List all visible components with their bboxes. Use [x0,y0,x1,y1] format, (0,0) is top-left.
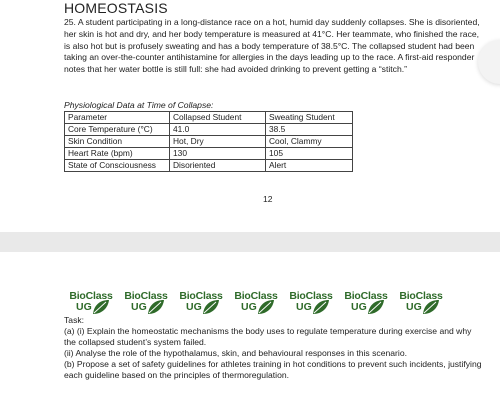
logo-text: UG [131,301,147,313]
table-row [65,160,353,172]
leaf-icon [367,299,385,315]
question-text: 25. A student participating in a long-distance race on a hot, humid day suddenly collapses. She is disoriented, her skin is hot and dry, and her body temperature is measured at 41°C. Her teammate, who finished the race, is also hot but is profusely sweating and has a body temperature of 38.5°C. The collapsed student had been taking an over-the-counter antihistamine for allergies in the days leading up to the race. A first-aid responder notes that her water bottle is still full: she had avoided drinking to prevent getting a “stitch.” [64,17,480,75]
table-caption: Physiological Data at Time of Collapse: [64,100,214,110]
logo-text: BioClass [289,290,333,302]
table-cell: Heart Rate (bpm) [65,148,170,160]
logo-row [64,290,449,318]
table-cell: 38.5 [266,124,353,136]
table-row [65,124,353,136]
table-header-cell: Sweating Student [266,112,353,124]
table-header-row [65,112,353,124]
logo-text: BioClass [344,290,388,302]
page-number: 12 [263,194,273,204]
table-cell: Alert [266,160,353,172]
bioclass-logo [229,290,283,318]
task-heading: Task: [64,315,85,325]
logo-text: BioClass [234,290,278,302]
logo-text: BioClass [179,290,223,302]
table-cell: 105 [266,148,353,160]
logo-text: UG [296,301,312,313]
bioclass-logo [174,290,228,318]
task-section [64,315,484,382]
logo-text: BioClass [399,290,443,302]
leaf-icon [92,299,110,315]
page-title: HOMEOSTASIS [64,0,168,16]
bioclass-logo [394,290,448,318]
bioclass-logo [119,290,173,318]
logo-text: UG [351,301,367,313]
bioclass-logo [284,290,338,318]
table-cell: Skin Condition [65,136,170,148]
table-cell: 130 [170,148,266,160]
task-item: (ii) Analyse the role of the hypothalamus, skin, and behavioural responses in this scenario. [64,348,407,359]
table-cell: 41.0 [170,124,266,136]
leaf-icon [202,299,220,315]
table-cell: State of Consciousness [65,160,170,172]
logo-text: BioClass [69,290,113,302]
leaf-icon [422,299,440,315]
logo-text: UG [76,301,92,313]
bioclass-logo [64,290,118,318]
table-cell: Hot, Dry [170,136,266,148]
logo-text: UG [186,301,202,313]
table-cell: Disoriented [170,160,266,172]
logo-text: UG [241,301,257,313]
leaf-icon [147,299,165,315]
physiological-data-table [64,111,353,172]
leaf-icon [312,299,330,315]
bioclass-logo [339,290,393,318]
leaf-icon [257,299,275,315]
table-row [65,136,353,148]
logo-text: BioClass [124,290,168,302]
table-header-cell: Collapsed Student [170,112,266,124]
task-item: (b) Propose a set of safety guidelines for athletes training in hot conditions to prevent such incidents, justifying each guideline based on the principles of thermoregulation. [64,359,482,381]
table-cell: Cool, Clammy [266,136,353,148]
logo-text: UG [406,301,422,313]
table-row [65,148,353,160]
table-cell: Core Temperature (°C) [65,124,170,136]
task-item: (a) (i) Explain the homeostatic mechanisms the body uses to regulate temperature during exercise and why the collapsed student’s system failed. [64,326,472,348]
table-header-cell: Parameter [65,112,170,124]
